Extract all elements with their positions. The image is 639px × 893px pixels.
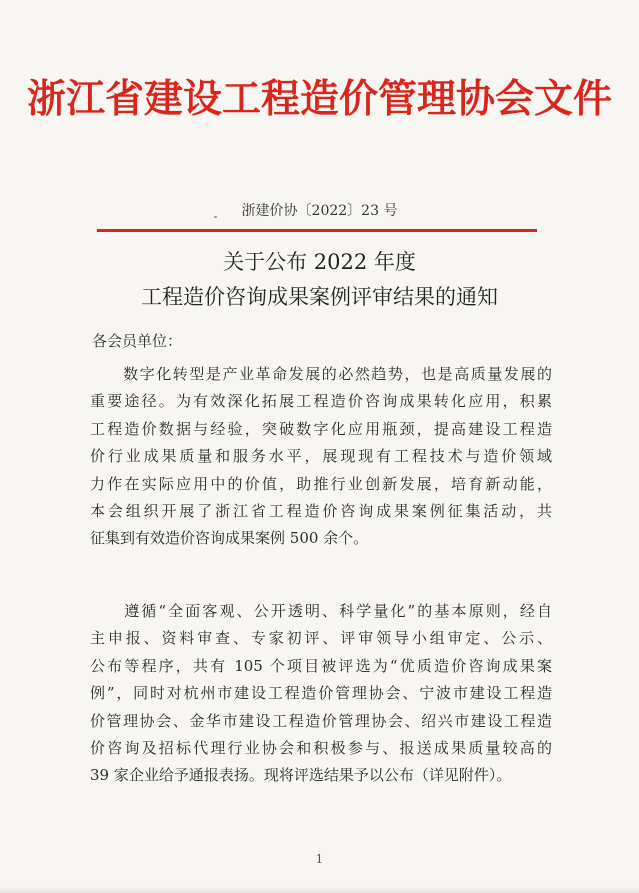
page-number: 1 (315, 852, 324, 866)
notice-title-line-1: 关于公布 2022 年度 (223, 250, 416, 274)
paragraph-line: 价管理协会、金华市建设工程造价管理协会、绍兴市建设工程造 (90, 711, 552, 730)
paragraph-line: 遵循“全面客观、公开透明、科学量化”的基本原则，经自 (90, 602, 552, 620)
paragraph-line: 主申报、资料审查、专家初评、评审领导小组审定、公示、 (90, 629, 552, 648)
red-divider-line (97, 229, 537, 232)
salutation: 各会员单位： (92, 332, 183, 350)
paragraph-line: 数字化转型是产业革命发展的必然趋势，也是高质量发展的 (90, 365, 552, 383)
body-paragraph-2 (90, 598, 552, 790)
paragraph-line: 本会组织开展了浙江省工程造价咨询成果案例征集活动，共 (90, 502, 552, 521)
paragraph-line: 价行业成果质量和服务水平，展现现有工程技术与造价领域 (90, 447, 552, 466)
paragraph-line: 征集到有效造价咨询成果案例 500 余个。 (90, 529, 369, 548)
paragraph-line: 工程造价数据与经验，突破数字化应用瓶颈，提高建设工程造 (90, 419, 552, 438)
paragraph-line: 例”，同时对杭州市建设工程造价管理协会、宁波市建设工程造 (90, 684, 552, 703)
paper-bottom-edge (0, 887, 639, 893)
paragraph-line: 力作在实际应用中的价值，助推行业创新发展，培育新动能， (90, 474, 552, 493)
paragraph-line: 39 家企业给予通报表扬。现将评选结果予以公布（详见附件）。 (90, 766, 512, 785)
organization-file-header: 浙江省建设工程造价管理协会文件 (26, 77, 612, 122)
body-paragraph-1 (90, 361, 552, 553)
paragraph-line: 公布等程序，共有 105 个项目被评选为“优质造价咨询成果案 (90, 656, 552, 675)
paragraph-line: 价咨询及招标代理行业协会和积极参与、报送成果质量较高的 (90, 739, 552, 758)
paragraph-line: 重要途径。为有效深化拓展工程造价咨询成果转化应用，积累 (90, 392, 552, 411)
notice-title-line-2: 工程造价咨询成果案例评审结果的通知 (141, 285, 498, 309)
document-number: 浙建价协〔2022〕23 号 (241, 203, 398, 219)
scan-speck (214, 216, 217, 218)
